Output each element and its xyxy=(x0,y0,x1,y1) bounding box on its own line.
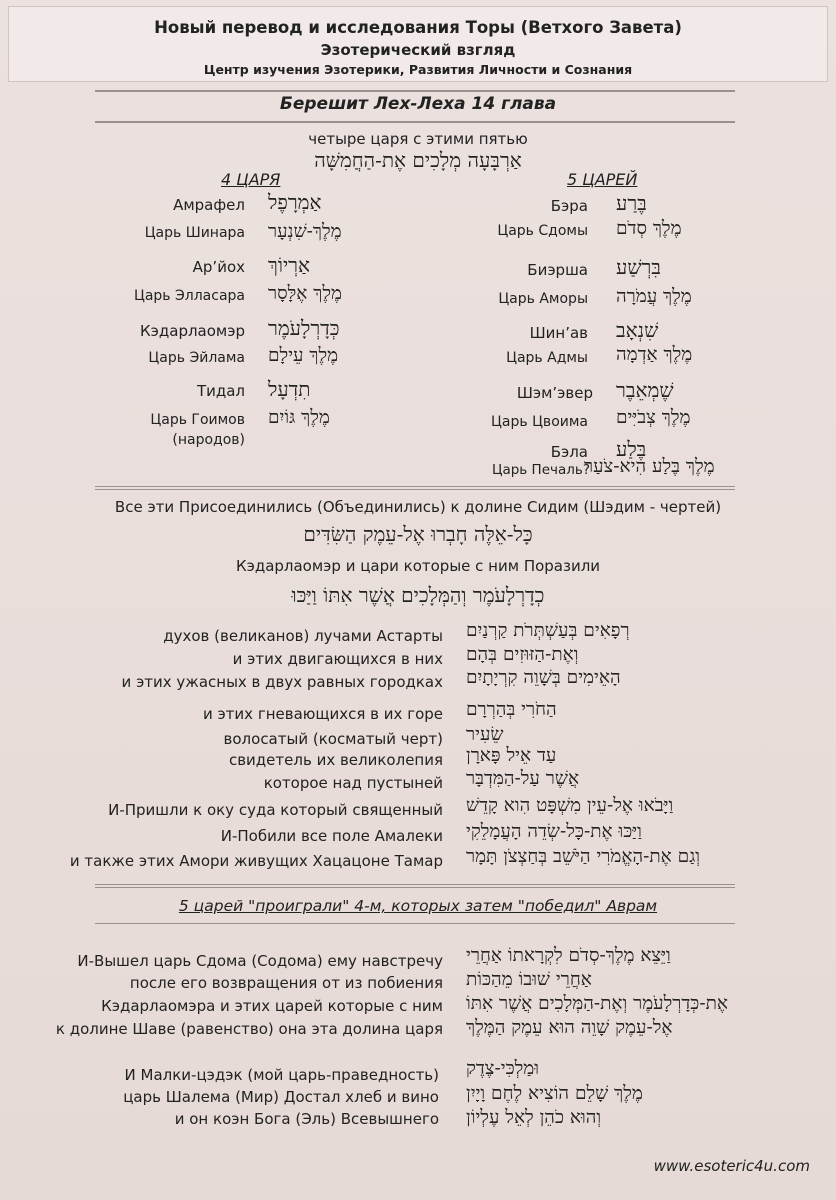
verse-ru: И Малки-цэдэк (мой царь-праведность) xyxy=(124,1066,439,1084)
verse-he: אֶל-עֵמֶק שָׁוֵה הוּא עֵמֶק הַמֶּלֶךְ xyxy=(466,1017,673,1038)
verse-he: הַחֹרִי בְּהַרְרָם xyxy=(466,699,557,720)
divider xyxy=(95,121,735,123)
king-title-ru-2: (народов) xyxy=(172,432,245,448)
king-name-he: בִּרְשַׁע xyxy=(616,255,661,279)
verse-he: וַיָּבֹאוּ אֶל-עֵין מִשְׁפָּט הִוא קָדֵשׁ xyxy=(466,795,674,816)
king-name-ru: Шэм’эвер xyxy=(516,384,593,402)
joined-ru: Все эти Присоединились (Объединились) к долине Сидим (Шэдим - чертей) xyxy=(114,498,722,516)
verse-he: מֶלֶךְ שָׁלֵם הוֹצִיא לֶחֶם וָיָיִן xyxy=(466,1083,643,1104)
verse-he: וְהוּא כֹהֵן לְאֵל עֶלְיוֹן xyxy=(466,1107,602,1128)
king-title-ru: Царь Элласара xyxy=(133,288,245,304)
verse-ru: и также этих Амори живущих Хацацоне Тамар xyxy=(69,852,443,870)
verse-ru: и он коэн Бога (Эль) Всевышнего xyxy=(174,1110,439,1128)
footer-url[interactable]: www.esoteric4u.com xyxy=(653,1157,810,1175)
king-name-ru: Биэрша xyxy=(527,261,588,279)
king-name-he: תִדְעָל xyxy=(268,377,311,401)
verse-ru: и этих ужасных в двух равных городках xyxy=(121,673,443,691)
king-title-ru: Царь Адмы xyxy=(506,350,588,366)
verse-ru: и этих гневающихся в их горе xyxy=(202,705,443,723)
header-center: Центр изучения Эзотерики, Развития Личности и Сознания xyxy=(203,62,633,77)
king-name-he: שִׁנְאָב xyxy=(616,318,659,342)
king-name-he: אַמְרָפֶל xyxy=(268,190,322,214)
chapter-title: Берешит Лех-Леха 14 глава xyxy=(279,94,557,114)
verse-ru: И-Вышел царь Сдома (Содома) ему навстречу xyxy=(77,952,443,970)
king-name-he: כְּדָרְלָעֹמֶר xyxy=(268,316,340,340)
verse-he: אַחֲרֵי שׁוּבוֹ מֵהַכּוֹת xyxy=(466,969,592,990)
divider xyxy=(95,90,735,92)
verse-he: וַיֵּצֵא מֶלֶךְ-סְדֹם לִקְרָאתוֹ אַחֲרֵי xyxy=(466,945,671,966)
king-title-ru: Царь Аморы xyxy=(498,291,588,307)
king-name-ru: Тидал xyxy=(196,382,245,400)
king-title-he: מֶלֶךְ בֶּלַע הִיא-צֹעַר xyxy=(584,456,715,477)
verse-ru: И-Побили все поле Амалеки xyxy=(220,827,443,845)
king-name-ru: Амрафел xyxy=(173,196,245,214)
divider xyxy=(95,884,735,885)
verse-he: וְאֶת-הַזּוּזִים בְּהָם xyxy=(466,644,579,665)
section-subtitle: 5 царей "проиграли" 4-м, которых затем "победил" Аврам xyxy=(178,897,658,915)
verse-ru: духов (великанов) лучами Астарты xyxy=(163,627,443,645)
joined-he: כָּל-אֵלֶּה חָבְרוּ אֶל-עֵמֶק הַשִּׂדִּים xyxy=(303,522,533,546)
king-title-ru: Царь Печаль? xyxy=(491,462,590,478)
king-name-ru: Бэра xyxy=(550,197,588,215)
verse-ru: волосатый (косматый черт) xyxy=(223,730,443,748)
verse-he: אֲשֶׁר עַל-הַמִּדְבָּר xyxy=(466,768,580,789)
verse-ru: которое над пустыней xyxy=(263,774,443,792)
divider xyxy=(95,486,735,487)
king-title-ru: Царь Сдомы xyxy=(497,223,588,239)
verse-ru: свидетель их великолепия xyxy=(228,751,443,769)
king-title-ru: Царь Цвоима xyxy=(491,414,588,430)
struck-ru: Кэдарлаомэр и цари которые с ним Поразили xyxy=(235,557,601,575)
verse-he: וְגַם אֶת-הָאֱמֹרִי הַיֹּשֵׁב בְּחַצְצֹן תָּמָר xyxy=(466,846,700,867)
king-title-he: מֶלֶךְ עֲמֹרָה xyxy=(616,286,692,307)
divider xyxy=(95,923,735,924)
intro-ru: четыре царя с этими пятью xyxy=(308,130,528,148)
king-title-he: מֶלֶךְ אֶלָּסָר xyxy=(268,283,342,304)
king-title-ru: Царь Эйлама xyxy=(148,350,245,366)
verse-ru: царь Шалема (Мир) Достал хлеб и вино xyxy=(123,1088,439,1106)
king-title-ru: Царь Шинара xyxy=(144,225,245,241)
king-name-he: בֶּרַע xyxy=(616,191,647,215)
king-title-he: מֶלֶךְ סְדֹם xyxy=(616,218,682,239)
king-name-he: בֶּלַע xyxy=(616,437,647,461)
king-title-he: מֶלֶךְ אַדְמָה xyxy=(616,344,693,365)
intro-he: אַרְבָּעָה מְלָכִים אֶת-הַחֲמִשָּׁה xyxy=(314,148,522,172)
verse-ru: после его возвращения от из побиения xyxy=(129,974,443,992)
king-title-he: מֶלֶךְ-שִׁנְעָר xyxy=(268,221,342,242)
header-title: Новый перевод и исследования Торы (Ветхого Завета) xyxy=(154,18,682,37)
divider xyxy=(95,489,735,490)
king-title-he: מֶלֶךְ גּוֹיִם xyxy=(268,407,330,428)
four-kings-heading: 4 ЦАРЯ xyxy=(221,170,281,189)
verse-he: רְפָאִים בְּעַשְׁתְּרֹת קַרְנַיִם xyxy=(466,620,630,641)
king-name-ru: Ар’йох xyxy=(192,258,245,276)
king-title-he: מֶלֶךְ צְבֹיִּים xyxy=(616,407,691,428)
king-name-he: שֶׁמְאֵבֶר xyxy=(616,378,674,402)
verse-he: שֵׂעִיר xyxy=(466,724,504,745)
king-name-he: אַרְיוֹךְ xyxy=(268,253,311,277)
verse-he: וּמַלְכִּי-צֶדֶק xyxy=(466,1058,539,1079)
verse-he: אֶת-כְּדָרְלָעֹמֶר וְאֶת-הַמְּלָכִים אֲשֶׁר אִתּוֹ xyxy=(466,993,728,1014)
king-name-ru: Шин’ав xyxy=(529,324,588,342)
verse-he: עַד אֵיל פָּארָן xyxy=(466,745,557,766)
verse-ru: Кэдарлаомэра и этих царей которые с ним xyxy=(101,997,443,1015)
struck-he: כְדָרְלָעֹמֶר וְהַמְּלָכִים אֲשֶׁר אִתּוֹ וַיַּכּוּ xyxy=(291,583,545,607)
divider xyxy=(95,887,735,888)
king-name-ru: Бэла xyxy=(550,443,588,461)
five-kings-heading: 5 ЦАРЕЙ xyxy=(567,170,638,189)
king-title-ru: Царь Гоимов xyxy=(150,412,245,428)
header-subtitle: Эзотерический взгляд xyxy=(320,41,516,59)
verse-he: וַיַּכּוּ אֶת-כָּל-שְׂדֵה הָעֲמָלֵקִי xyxy=(466,821,642,842)
verse-ru: к долине Шаве (равенство) она эта долина царя xyxy=(55,1020,443,1038)
king-name-ru: Кэдарлаомэр xyxy=(140,322,245,340)
verse-ru: и этих двигающихся в них xyxy=(232,650,443,668)
verse-ru: И-Пришли к оку суда который священный xyxy=(108,801,443,819)
verse-he: הָאֵימִים בְּשָׁוֵה קִרְיָתָיִם xyxy=(466,667,621,688)
king-title-he: מֶלֶךְ עֵילָם xyxy=(268,345,339,366)
